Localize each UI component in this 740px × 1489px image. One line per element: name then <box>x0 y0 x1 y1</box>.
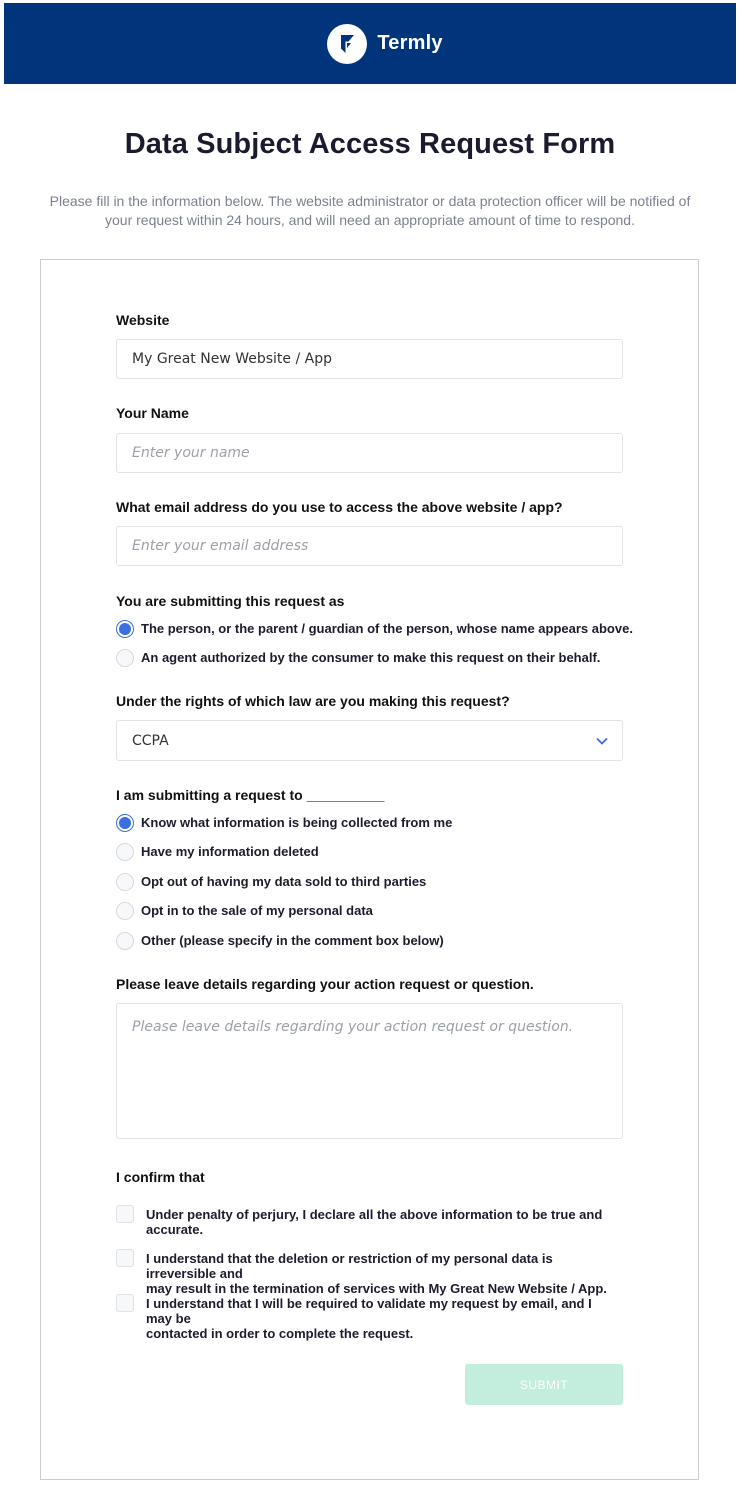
radio-label: An agent authorized by the consumer to make this request on their behalf. <box>141 650 601 665</box>
law-select-value: CCPA <box>132 732 169 749</box>
checkbox-label-line: accurate. <box>146 1222 204 1237</box>
radio-label: Other (please specify in the comment box below) <box>141 933 444 948</box>
confirm-item-validation[interactable] <box>116 1296 621 1341</box>
radio-label: Opt out of having my data sold to third parties <box>141 874 427 889</box>
radio-button[interactable] <box>116 843 134 861</box>
intro-line-2: your request within 24 hours, and will need an appropriate amount of time to respond. <box>105 212 635 228</box>
submitting-as-option-self[interactable] <box>116 620 633 638</box>
radio-button[interactable] <box>116 873 134 891</box>
request-option-other[interactable] <box>116 932 444 950</box>
checkbox-label <box>146 1207 621 1237</box>
checkbox[interactable] <box>116 1294 134 1312</box>
page-title: Data Subject Access Request Form <box>124 128 616 160</box>
radio-button[interactable] <box>116 620 134 638</box>
confirm-item-perjury[interactable] <box>116 1207 621 1237</box>
intro-line-1: Please fill in the information below. The website administrator or data protection officer will be notified of <box>49 193 691 209</box>
checkbox[interactable] <box>116 1205 134 1223</box>
law-select[interactable] <box>116 720 623 761</box>
submitting-as-label: You are submitting this request as <box>116 593 345 609</box>
checkbox-label-line: contacted in order to complete the request. <box>146 1326 414 1341</box>
intro-text <box>40 192 700 230</box>
radio-label: Have my information deleted <box>141 844 319 859</box>
checkbox-label-line: may result in the termination of services with My Great New Website / App. <box>146 1281 607 1296</box>
radio-button[interactable] <box>116 814 134 832</box>
checkbox-label-line: I understand that I will be required to validate my request by email, and I may be <box>146 1296 592 1326</box>
top-header-bar <box>4 3 736 84</box>
request-option-know[interactable] <box>116 814 452 832</box>
radio-label: Opt in to the sale of my personal data <box>141 903 373 918</box>
radio-button[interactable] <box>116 932 134 950</box>
website-input[interactable] <box>116 339 623 379</box>
email-input[interactable] <box>116 526 623 566</box>
radio-label: The person, or the parent / guardian of the person, whose name appears above. <box>141 621 633 636</box>
request-option-delete[interactable] <box>116 843 319 861</box>
checkbox-label <box>146 1296 621 1341</box>
name-label: Your Name <box>116 405 189 421</box>
confirm-item-deletion[interactable] <box>116 1251 621 1296</box>
checkbox[interactable] <box>116 1249 134 1267</box>
radio-label: Know what information is being collected from me <box>141 815 453 830</box>
name-input[interactable] <box>116 433 623 473</box>
radio-button[interactable] <box>116 902 134 920</box>
brand-name: Termly <box>377 32 443 54</box>
chevron-down-icon <box>596 733 608 749</box>
radio-button[interactable] <box>116 649 134 667</box>
confirm-label: I confirm that <box>116 1169 205 1185</box>
details-label: Please leave details regarding your action request or question. <box>116 976 534 992</box>
submit-button[interactable]: SUBMIT <box>465 1364 623 1405</box>
website-label: Website <box>116 312 170 328</box>
email-label: What email address do you use to access the above website / app? <box>116 499 563 515</box>
termly-logo-icon <box>327 24 367 64</box>
law-label: Under the rights of which law are you making this request? <box>116 693 510 709</box>
checkbox-label <box>146 1251 621 1296</box>
checkbox-label-line: I understand that the deletion or restriction of my personal data is irreversible and <box>146 1251 553 1281</box>
details-textarea[interactable] <box>116 1003 623 1139</box>
submitting-as-option-agent[interactable] <box>116 649 600 667</box>
checkbox-label-line: Under penalty of perjury, I declare all the above information to be true and <box>146 1207 603 1222</box>
request-type-label: I am submitting a request to __________ <box>116 787 385 803</box>
request-option-opt-in[interactable] <box>116 902 373 920</box>
brand[interactable] <box>327 24 442 64</box>
request-option-opt-out[interactable] <box>116 873 426 891</box>
